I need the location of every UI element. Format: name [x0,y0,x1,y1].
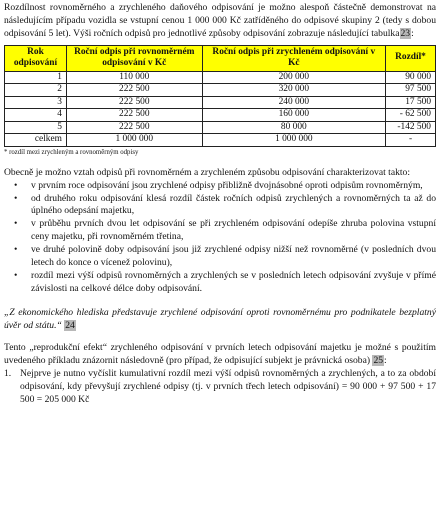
bullet-icon: • [14,218,18,230]
quote-paragraph [4,307,436,333]
cell-year: 2 [5,84,67,97]
cell-straight: 110 000 [66,71,202,84]
cell-difference: - 62 500 [386,109,436,122]
intro-text: Rozdílnost rovnoměrného a zrychleného daňového odpisování je možno alespoň částečně demonstrovat na následujícím případu vozidla se vstupní cenou 1 000 000 Kč zatříděného do odpisové skupiny 2 (tedy s dobou odpisování 5 let). Výši ročních odpisů pro jednotlivé způsoby odpisování zobrazuje následující tabulka [4,2,436,39]
characterization-intro: Obecně je možno vztah odpisů při rovnoměrném a zrychleném způsobu odpisování charakterizovat takto: [4,166,411,178]
list-item [4,180,436,193]
cell-accelerated: 320 000 [202,84,385,97]
list-item-text: v prvním roce odpisování jsou zrychlené odpisy přibližně dvojnásobné oproti odpisům rovnoměrným, [31,179,423,191]
characteristics-list [4,180,436,296]
table-row [5,84,436,97]
cell-accelerated: 240 000 [202,96,385,109]
step-number: 1. [4,368,12,379]
cell-straight: 222 500 [66,84,202,97]
effect-paragraph: Tento „reprodukční efekt“ zrychleného odpisování v prvních letech odpisování majetku je možné s použitím uvedeného příkladu znázornit následovně (pro případ, že odpisující subjekt je právnická osoba) 25: [4,342,436,367]
cell-accelerated: 200 000 [202,71,385,84]
intro-paragraph: Rozdílnost rovnoměrného a zrychleného daňového odpisování je možno alespoň částečně demonstrovat na následujícím případu vozidla se vstupní cenou 1 000 000 Kč zatříděného do odpisové skupiny 2 (tedy s dobou odpisování 5 let). Výši ročních odpisů pro jednotlivé způsoby odpisování zobrazuje následující tabulka23: [4,2,436,39]
cell-year: 1 [5,71,67,84]
list-item-text: rozdíl mezi výší odpisů rovnoměrných a zrychlených se v posledních letech odpisování zvyšuje v přímé závislosti na celkové délce doby odpisování. [31,269,436,294]
table-row [5,109,436,122]
cell-straight: 1 000 000 [66,134,202,147]
cell-difference: -142 500 [386,121,436,134]
bullet-icon: • [14,269,18,281]
header-accelerated: Roční odpis při zrychleném odpisování v Kč [202,45,385,71]
cell-year: 4 [5,109,67,122]
cell-difference: 90 000 [386,71,436,84]
cell-straight: 222 500 [66,109,202,122]
cell-accelerated: 1 000 000 [202,134,385,147]
footnote-marker: 23 [400,27,411,39]
depreciation-table [4,45,436,147]
table-row [5,96,436,109]
list-item-text: ve druhé polovině doby odpisování jsou již zrychlené odpisy nižší než rovnoměrné (v posledních dvou letech do konce o vícenež polovinu), [31,244,436,269]
table-total-row [5,134,436,147]
cell-difference: 97 500 [386,84,436,97]
step-text: Nejprve je nutno vyčíslit kumulativní rozdíl mezi výší odpisů rovnoměrných a zrychlených, a to za období odpisování, kdy převyšují zrychlené odpisy (tj. v prvních třech letech odpisování) = 90 000 + 97 500 + 17 500 = 205 000 Kč [20,368,436,405]
table-header-row [5,45,436,71]
cell-straight: 222 500 [66,121,202,134]
list-item [4,218,436,244]
effect-text: Tento „reprodukční efekt“ zrychleného odpisování v prvních letech odpisování majetku je možné s použitím uvedeného příkladu znázornit následovně (pro případ, že odpisující subjekt je právnická osoba) [4,342,436,367]
cell-accelerated: 80 000 [202,121,385,134]
table-row [5,121,436,134]
document-page [4,2,436,407]
cell-difference: 17 500 [386,96,436,109]
steps-list [4,368,436,407]
cell-accelerated: 160 000 [202,109,385,122]
cell-difference: - [386,134,436,147]
cell-year: celkem [5,134,67,147]
list-item [4,193,436,219]
cell-year: 3 [5,96,67,109]
header-straight-line: Roční odpis při rovnoměrném odpisování v Kč [66,45,202,71]
header-year: Rok odpisování [5,45,67,71]
bullet-icon: • [14,179,18,191]
bullet-icon: • [14,192,18,204]
cell-straight: 222 500 [66,96,202,109]
footnote-marker: 25 [373,355,384,367]
header-difference: Rozdíl* [386,45,436,71]
list-item-text: v průběhu prvních dvou let odpisování se při zrychleném odpisování odepíše zhruba polovina vstupní ceny majetku, při rovnoměrném třetina, [31,218,436,243]
quote-text: „Z ekonomického hlediska představuje zrychlené odpisování oproti rovnoměrnému pro podnikatele bezplatný úvěr od státu.“ [4,306,436,331]
table-row [5,71,436,84]
list-item [4,270,436,296]
footnote-marker: 24 [65,319,75,331]
table-footnote: * rozdíl mezi zrychleným a rovnoměrným odpisy [4,148,139,156]
list-item [4,244,436,270]
list-item-text: od druhého roku odpisování klesá rozdíl částek ročních odpisů zrychlených a rovnoměrných ta až do úplného odepsání majetku, [31,192,436,217]
cell-year: 5 [5,121,67,134]
bullet-icon: • [14,244,18,256]
list-item [4,368,436,407]
